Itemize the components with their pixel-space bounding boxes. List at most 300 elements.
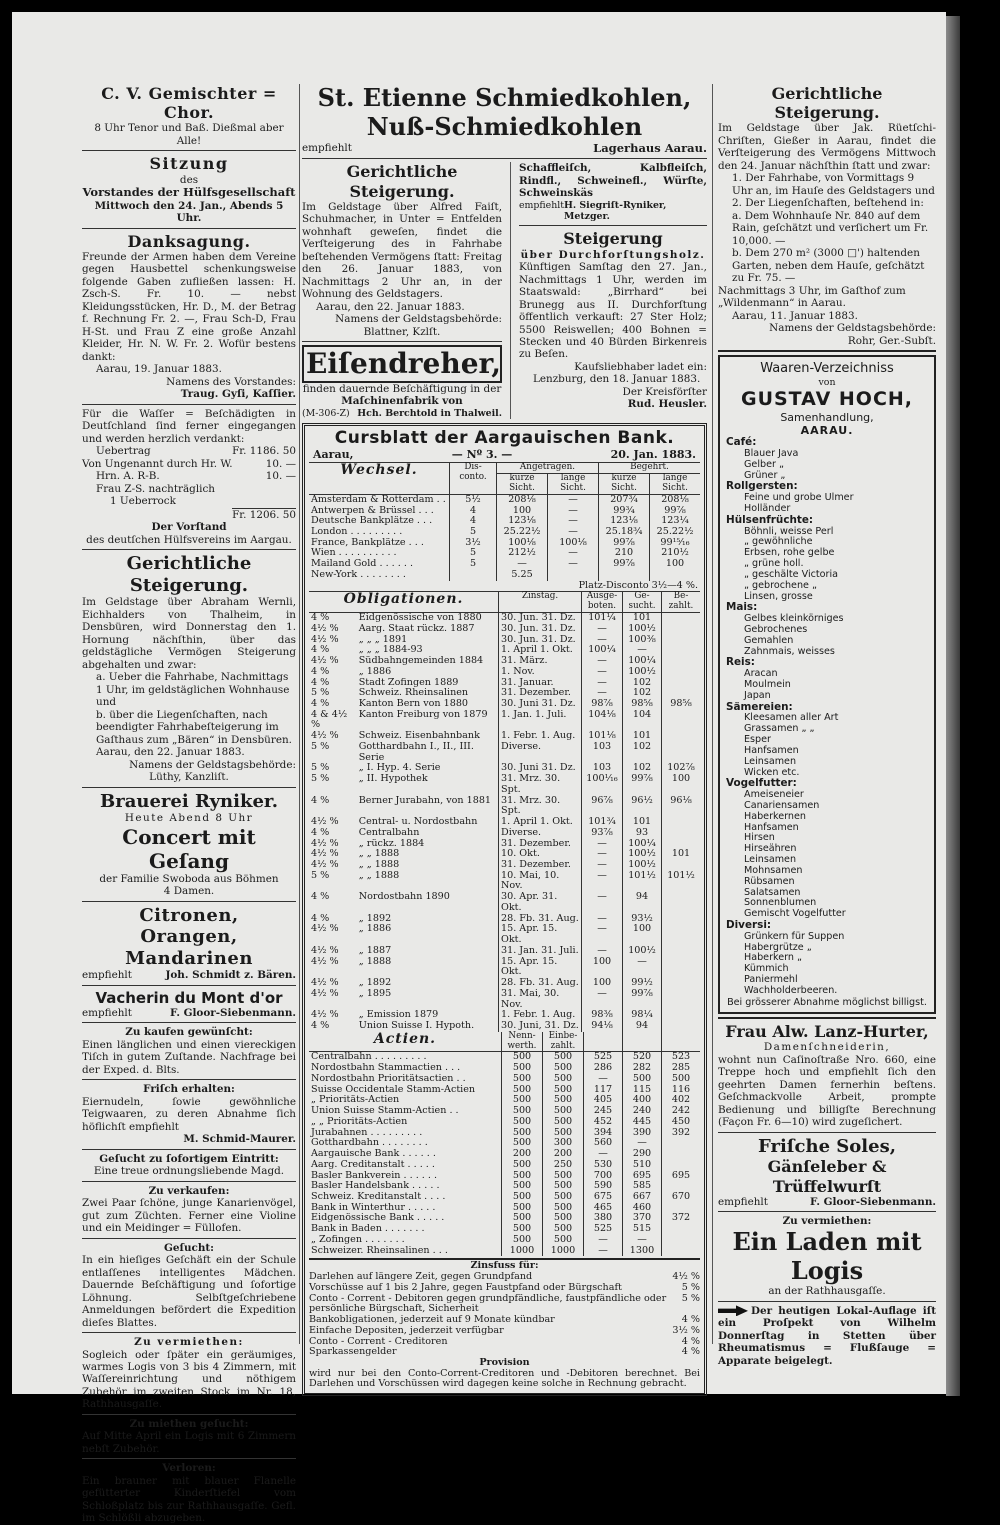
issuer-cell: „ 1887 [358,944,392,956]
ausgeboten-cell: 96⅞ [582,796,623,817]
rate-cell: 5 % [311,740,330,752]
zinstag-cell: Diverse. [499,742,582,763]
issuer-cell: Centralbahn [358,826,420,838]
middle-column [302,84,707,1396]
einbezahlt-cell: 200 [543,1149,584,1160]
zinstag-cell: 30. Jun. 31. Dz. [499,635,582,646]
ausgeboten-cell: 452 [584,1117,623,1128]
soles-2: Gänſeleber & Trüffelwurſt [767,1157,887,1196]
bezahlt-cell [662,914,701,925]
begehrt-kurz-cell: 99⅞ [599,559,650,570]
list-item: „ grüne holl. [744,558,804,570]
nennwerth-cell: 500 [502,1128,543,1139]
rate-cell: 4½ % [311,816,339,828]
sitzung-body: Vorstandes der Hülfsgesellschaft [82,185,296,200]
angetragen-lang-cell: — [548,506,599,517]
issuer-cell: „ 1892 [358,977,392,989]
ausgeboten-cell: 405 [584,1095,623,1106]
lanz-title: Frau Alw. Lanz-Hurter, [725,1022,929,1042]
gesucht-cell: 510 [623,1160,662,1171]
ausgeboten-cell: 525 [584,1052,623,1063]
rate-cell: 4 % [311,644,330,656]
holz-block [519,162,707,419]
nennwerth-cell: 1000 [502,1246,543,1257]
gesucht-cell: 100¼ [623,839,662,850]
nennwerth-cell: 500 [502,1138,543,1149]
list-item: Kleesamen aller Art [744,712,839,724]
list-item [309,1294,700,1315]
column-rule [712,84,713,1344]
company-cell: Eidgenössische Bank . . . . . [311,1212,445,1224]
begehrt-lang-cell: 123¼ [650,516,701,527]
gesucht-cell: 460 [623,1203,662,1214]
zins-label: Sparkassengelder [309,1346,397,1358]
rate-cell: 4½ % [311,848,339,860]
vach-empf: empfiehlt [82,1006,132,1019]
issuer-cell: Aarg. Staat rückz. 1887 [358,622,475,634]
kaufen-body: Einen länglichen und einen viereckigen Tiſch in gutem Zuſtande. Nachfrage bei der Exped. d. Blts. [82,1038,296,1076]
rate-cell: 5 % [311,687,330,699]
angetragen-kurz-cell: 208⅛ [497,494,548,505]
gesucht-cell: 99⅞ [623,774,662,795]
table-row [309,828,700,839]
ausgeboten-cell: 94⅛ [582,1021,623,1032]
st-kauf: Kaufsliebhaber ladet ein: [574,360,707,373]
ausgeboten-cell: 530 [584,1160,623,1171]
bezahlt-cell: 392 [662,1128,701,1139]
zinstag-cell: 31. Dezember. [499,839,582,850]
list-item: Böhnli, weisse Perl [744,525,834,537]
company-cell: Basler Bankverein . . . . . . [311,1169,438,1181]
gesucht-cell: — [623,1138,662,1149]
einbezahlt-cell: 500 [543,1063,584,1074]
zinstag-cell: 1. Febr. 1. Aug. [499,1010,582,1021]
bezahlt-cell [662,710,701,731]
gesucht-cell: 390 [623,1128,662,1139]
mgs-body: Auf Mitte April ein Logis mit 6 Zimmern nebſt Zubehör. [82,1430,296,1455]
col-gesucht: Ge- sucht. [623,592,662,612]
issuer-cell: Nordostbahn 1890 [358,891,450,903]
einbezahlt-cell: 500 [543,1117,584,1128]
gs2-block [302,162,502,419]
bezahlt-cell: 116 [662,1085,701,1096]
ausgeboten-cell: 245 [584,1106,623,1117]
gs3-b: b. Dem 270 m² (3000 □') haltenden Garten, neben dem Hauſe, geſchätzt zu Fr. 75. — [732,247,925,285]
issuer-cell: „ Emission 1879 [358,1009,439,1021]
rate-cell: 4 % [311,665,330,677]
issuer-cell: Stadt Zofingen 1889 [358,676,459,688]
nennwerth-cell: 500 [502,1063,543,1074]
gesucht-cell: 100⅜ [623,635,662,646]
disconto-cell: 3½ [450,538,497,549]
col-lang: lange Sicht. [548,474,599,495]
gesucht-cell: 667 [623,1192,662,1203]
nennwerth-cell: 500 [502,1224,543,1235]
bezahlt-cell [662,924,701,945]
st-sign2: Rud. Heusler. [627,398,707,411]
ausgeboten-cell: 98⅞ [582,699,623,710]
page-edge-shadow [946,16,960,1396]
gesucht-cell: 290 [623,1149,662,1160]
bezahlt-cell [662,1010,701,1021]
rate-cell: 4½ % [311,923,339,935]
verk-body: Zwei Paar ſchöne, junge Kanarienvögel, gut zum Züchten. Ferner eine Violine und ein Meidinger = Füllofen. [82,1197,296,1235]
bezahlt-cell [662,989,701,1010]
angetragen-lang-cell: — [548,548,599,559]
company-cell: Centralbahn . . . . . . . . . [311,1051,427,1063]
zins-label: Conto - Corrent - Debitoren gegen grundpfändliche, faustpfändliche oder persönliche Bürgschaft, Sicherheit [309,1292,667,1315]
bezahlt-cell [662,892,701,913]
list-item: „ geschälte Victoria [744,568,839,580]
ausgeboten-cell: — [582,849,623,860]
place-cell: Mailand Gold . . . . . . [311,558,414,570]
einbezahlt-cell: 500 [543,1074,584,1085]
list-item: Linsen, grosse [744,590,813,602]
platz-disconto: Platz-Disconto 3½—4 %. [309,581,700,592]
cursblatt-place: Aarau, [313,447,354,461]
gs2-body: Im Geldstage über Alfred Faiſt, Schuhmacher, in Unter = Entfelden wohnhaft geweſen, findet die Verſteigerung des in Fahrhabe beſtehenden Vermögens ſtatt: Freitag den 26. Januar 1883, von Nachmittags 2 Uhr an, in der Wohnung des Geldstagers. [302,200,502,301]
company-cell: „ Zofingen . . . . . . . [311,1233,405,1245]
ausgeboten-cell: — [584,1149,623,1160]
gesucht-cell: 99½ [623,978,662,989]
gesucht-cell: 445 [623,1117,662,1128]
gesucht-cell: 99⅞ [623,989,662,1010]
zinstag-cell: 10. Mai, 10. Nov. [499,871,582,892]
zinstag-cell: Diverse. [499,828,582,839]
list-item: Kümmich [744,963,789,975]
rate-cell: 4 % [311,697,330,709]
zinstag-cell: 10. Okt. [499,849,582,860]
zinstag-cell: 30. Juni, 31. Dz. [499,1021,582,1032]
gesucht-cell: 100¼ [623,656,662,667]
list-item: Gelber „ [744,458,784,470]
zinstag-cell: 31. Januar. [499,678,582,689]
bezahlt-cell [662,624,701,635]
bezahlt-cell [662,656,701,667]
zins-rate: 4½ % [672,1271,700,1283]
gesucht-cell: 98¼ [623,1010,662,1021]
ausgeboten-cell: — [582,839,623,850]
gs2-sign1: Namens der Geldstagsbehörde: [335,313,502,326]
gesucht-cell: 585 [623,1181,662,1192]
wv-city: AARAU. [800,423,854,437]
zinstag-cell: 31. Dezember. [499,688,582,699]
gesucht-cell: 98⅝ [623,699,662,710]
ausgeboten-cell: 101¾ [582,817,623,828]
col-lang: lange Sicht. [650,474,701,495]
gesucht-cell: 240 [623,1106,662,1117]
list-item: Hanfsamen [744,744,799,756]
zins-rate: 4 % [681,1346,700,1358]
angetragen-kurz-cell: — [497,559,548,570]
list-item: Canariensamen [744,799,820,811]
list-item: Sonnenblumen [744,897,817,909]
company-cell: Jurabahnen . . . . . . . . . [311,1126,423,1138]
gesucht-cell: 102 [623,678,662,689]
laden-title: Ein Laden mit Logis [732,1226,922,1285]
table-row [309,796,700,817]
zins-label: Darlehen auf längere Zeit, gegen Grundpfand [309,1271,533,1283]
brau-by: der Familie Swoboda aus Böhmen [99,872,279,885]
list-item: Hirsen [744,832,775,844]
ausgeboten-cell: 380 [584,1213,623,1224]
table-row [309,774,700,795]
bezahlt-cell [662,817,701,828]
company-cell: „ „ Prioritäts-Actien [311,1115,408,1127]
ausgeboten-cell: 103 [582,742,623,763]
wasser-intro: Für die Waſſer = Beſchädigten in Deutſchland ſind ferner eingegangen und werden herzlich verdankt: [82,407,296,445]
issuer-cell: „ I. Hyp. 4. Serie [358,762,441,774]
list-item: Zahnmais, weisses [744,645,835,657]
begehrt-kurz-cell: 99¾ [599,506,650,517]
gs-a: a. Ueber die Fahrhabe, Nachmittags 1 Uhr, im geldstäglichen Wohnhause und [96,671,290,709]
list-item: Gelbes kleinkörniges [744,613,844,625]
bezahlt-cell [662,978,701,989]
verl-body: Ein brauner mit blauer Flanelle gefütterter Kinderſtiefel vom Schloßplatz bis zur Rathhausgaſſe. Gefl. im Schlößli abzugeben. [82,1474,296,1525]
list-item: Aracan [744,668,778,680]
list-item: Wicken etc. [744,766,800,778]
gs-body: Im Geldstage über Abraham Wernli, Eichhalders von Thalheim, in Densbüren, wird Donnerstag den 1. Hornung nächſthin, über das geldstägliche Vermögen Steigerung abgehalten und zwar: [82,596,296,671]
obligationen-table [309,592,700,1031]
ausgeboten-cell: — [584,1074,623,1085]
section-title: Vogelfutter: [726,777,797,790]
einbezahlt-cell: 500 [543,1106,584,1117]
bezahlt-cell [662,1246,701,1257]
eisen-owner: Hch. Berchtold in Thalweil. [357,407,502,419]
issuer-cell: Südbahngemeinden 1884 [358,655,484,667]
bezahlt-cell: 101 [662,849,701,860]
bezahlt-cell: 98⅝ [662,699,701,710]
ausgeboten-cell: 103 [582,763,623,774]
cv-title: C. V. Gemischter = Chor. [101,84,277,123]
soles-seller: F. Gloor-Siebenmann. [810,1195,936,1208]
table-row [309,924,700,945]
gs3-place: Aarau, 11. Januar 1883. [732,309,858,322]
gesucht-cell: 94 [623,1021,662,1032]
gs3-time: Nachmittags 3 Uhr, im Gaſthof zum „Wildenmann“ in Aarau. [718,284,906,310]
list-item: Fr. 1206. 50 [232,508,296,521]
table-row [309,1117,700,1128]
begehrt-kurz-cell: 207¾ [599,494,650,505]
rate-cell: 5 % [311,869,330,881]
gs3-sign1: Namens der Geldstagsbehörde: [769,322,936,335]
ausgeboten-cell: — [582,860,623,871]
gesucht-cell: — [623,645,662,656]
col-nennwerth: Nenn- werth. [502,1032,543,1052]
prov-title: Provision [479,1357,530,1368]
sitzung-date: Mittwoch den 24. Jan., Abends 5 Uhr. [94,199,284,225]
ausgeboten-cell: 100 [582,978,623,989]
vacherin: Vacherin du Mont d'or [95,988,283,1007]
issuer-cell: Schweiz. Rheinsalinen [358,687,469,699]
list-item: Leinsamen [744,854,797,866]
bezahlt-cell [662,635,701,646]
column-rule [299,84,300,1344]
bezahlt-cell [662,957,701,978]
wv-von: von [818,376,836,388]
place-cell: Antwerpen & Brüssel . . . [311,504,434,516]
gesucht-cell: — [623,1235,662,1246]
zins-rate: 3½ % [672,1324,700,1336]
bezahlt-cell [662,742,701,763]
frisch-title: Friſch erhalten: [143,1083,235,1096]
disconto-cell: 5 [450,559,497,570]
company-cell: Nordostbahn Prioritätsactien . . [311,1072,466,1084]
ausgeboten-cell: 100¼ [582,645,623,656]
company-cell: Aargauische Bank . . . . . . [311,1148,436,1160]
bezahlt-cell: 100 [662,774,701,795]
list-item: Leinsamen [744,755,797,767]
list-item: Haberkernen [744,810,806,822]
nennwerth-cell: 500 [502,1074,543,1085]
wv-title: Waaren-Verzeichniss [760,361,894,377]
angetragen-kurz-cell: 212½ [497,548,548,559]
list-item: 1 Ueberrock [110,495,176,508]
list-item: Esper [744,734,771,746]
lanz-body: wohnt nun Caſinoſtraße Nro. 660, eine Treppe hoch und empfiehlt ſich den geehrten Damen fernerhin beſtens. Geſchmackvolle Arbeit, prompte Bedienung und billigſte Berechnung (Façon Fr. 6—10) wird zugeſichert. [718,1053,936,1129]
zinstag-cell: 1. Jan. 1. Juli. [499,710,582,731]
bezahlt-cell: 372 [662,1213,701,1224]
eisen-title: Eiſendreher, [302,345,502,383]
st-sign1: Der Kreisförſter [622,385,707,398]
dank-sign1: Namens des Vorstandes: [166,375,296,388]
gesucht-cell: 102 [623,688,662,699]
laden-verm: Zu vermiethen: [782,1215,872,1228]
bezahlt-cell [662,613,701,624]
list-item: Von Ungenannt durch Hr. W. 10. — [82,457,296,470]
gesucht-cell: 102 [623,742,662,763]
ausgeboten-cell: 100¹⁄₁₆ [582,774,623,795]
zins-label: Vorschüsse auf 1 bis 2 Jahre, gegen Faustpfand oder Bürgschaft [309,1281,622,1293]
begehrt-lang-cell: 210½ [650,548,701,559]
list-item: Grünkern für Suppen [744,930,845,942]
list-item: Erbsen, rohe gelbe [744,547,835,559]
einbezahlt-cell: 500 [543,1085,584,1096]
eisen-code: (M-306-Z) [302,407,350,419]
list-item: Moulmein [744,678,791,690]
angetragen-kurz-cell: 100 [497,506,548,517]
company-cell: Nordostbahn Stammactien . . . [311,1062,461,1074]
gesucht-cell: 102 [623,763,662,774]
kaufen-title: Zu kaufen gewünſcht: [125,1026,253,1039]
section-title: Sämereien: [726,700,793,713]
rate-cell: 4 % [311,612,330,624]
ausgeboten-cell: — [584,1235,623,1246]
ausgeboten-cell: 560 [584,1138,623,1149]
company-cell: „ Prioritäts-Actien [311,1094,400,1106]
actien-heading: Actien. [309,1032,502,1052]
list-item: Haberkern „ [744,952,803,964]
wasser-sign1: Der Vorſtand [151,521,227,534]
gs-sign2: Lüthy, Kanzliſt. [149,771,229,784]
cursblatt-title: Cursblatt der Aargauischen Bank. [334,427,675,448]
einbezahlt-cell: 500 [543,1224,584,1235]
company-cell: Schweiz. Kreditanstalt . . . . [311,1190,446,1202]
cursblatt-number: — Nº 3. — [451,447,513,461]
table-row [309,742,700,763]
citronen: Citronen, [139,904,239,926]
gs2-title: Gerichtliche Steigerung. [346,162,458,201]
company-cell: Bank in Baden . . . . . . . [311,1223,425,1235]
rate-cell: 4½ % [311,987,339,999]
gs-sign1: Namens der Geldstagsbehörde: [129,758,296,771]
ausgeboten-cell: 104⅛ [582,710,623,731]
angetragen-lang-cell: — [548,527,599,538]
einbezahlt-cell: 500 [543,1181,584,1192]
ausgeboten-cell: — [582,656,623,667]
zinsfuss [309,1258,700,1390]
rate-cell: 4 % [311,891,330,903]
angetragen-lang-cell: — [548,516,599,527]
begehrt-lang-cell: 100 [650,559,701,570]
wv-name: GUSTAV HOCH, [740,387,914,410]
issuer-cell: „ „ 1888 [358,859,400,870]
wasser-list [82,445,296,521]
list-item [309,1326,700,1337]
disconto-cell: 5 [450,548,497,559]
brau-concert: Concert mit Geſang [122,824,256,873]
gs3-sign2: Rohr, Ger.-Subſt. [847,334,936,347]
section-title: Mais: [726,601,758,614]
rate-cell: 4 % [311,912,330,924]
bezahlt-cell: 285 [662,1063,701,1074]
soles-1: Friſche Soles, [758,1135,896,1157]
zins-rate: 4 % [681,1335,700,1347]
einbezahlt-cell: 500 [543,1128,584,1139]
bezahlt-cell: 450 [662,1117,701,1128]
vach-seller: F. Gloor-Siebenmann. [170,1006,296,1019]
list-item: Salatsamen [744,886,801,898]
issuer-cell: Schweiz. Eisenbahnbank [358,730,480,742]
einbezahlt-cell: 1000 [543,1246,584,1257]
place-cell: New-York . . . . . . . . [311,568,406,580]
zins-heading: Zinsfuss für: [470,1260,539,1272]
verm-title: Zu vermiethen: [134,1336,244,1349]
gesucht-cell: 100½ [623,946,662,957]
section-title: Rollgersten: [726,480,798,493]
rate-cell: 4½ % [311,633,339,645]
disconto-cell: 5 [450,527,497,538]
issuer-cell: „ 1895 [358,987,392,999]
gesucht-cell: 104 [623,710,662,731]
wasser-sign2: des deutſchen Hülfsvereins im Aargau. [86,533,292,546]
rate-cell: 4½ % [311,944,339,956]
angetragen-lang-cell: 100⅛ [548,538,599,549]
zinstag-cell: 31. Mrz. 30. Spt. [499,796,582,817]
gs3-body: Im Geldstage über Jak. Rüetſchi-Chriſten, Gießer in Aarau, findet die Verſteigerung des Vermögens Mittwoch den 24. Januar nächſthin ſtatt und zwar: [718,122,936,172]
gesucht-cell: 100½ [623,624,662,635]
begehrt-lang-cell: 208⅛ [650,494,701,505]
nennwerth-cell: 500 [502,1117,543,1128]
prov-body: wird nur bei den Conto-Corrent-Creditoren und -Debitoren berechnet. Bei Darlehen und Vorschüssen wird dagegen keine solche in Rechnung gebracht. [309,1367,700,1390]
bezahlt-cell [662,1224,701,1235]
gesucht2-title: Geſucht: [163,1241,215,1254]
zinstag-cell: 31. Mai, 30. Nov. [499,989,582,1010]
place-cell: London . . . . . . . . . [311,526,403,538]
st-body: Künftigen Samſtag den 27. Jan., Nachmittags 1 Uhr, werden im Staatswald: „Birrhard“ bei Brunegg aus II. Durchforſtung öffentlich verkauft: 27 Ster Holz; 5500 Reiswellen; 400 Bohnen = Stecken und 40 Bürden Birkenreis zu Beſen. [518,261,707,361]
issuer-cell: „ 1892 [358,912,392,924]
ausgeboten-cell: — [582,871,623,892]
zins-label: Einfache Depositen, jederzeit verfügbar [309,1324,504,1336]
bezahlt-cell [662,1021,701,1032]
table-row [309,710,700,731]
ausgeboten-cell: 101¼ [582,613,623,624]
cursblatt-date: 20. Jan. 1883. [610,447,696,461]
company-cell: Suisse Occidentale Stamm-Actien [311,1083,476,1095]
pointing-hand-icon [718,1305,748,1316]
brau-time: Heute Abend 8 Uhr [124,812,254,825]
bezahlt-cell: 695 [662,1171,701,1182]
